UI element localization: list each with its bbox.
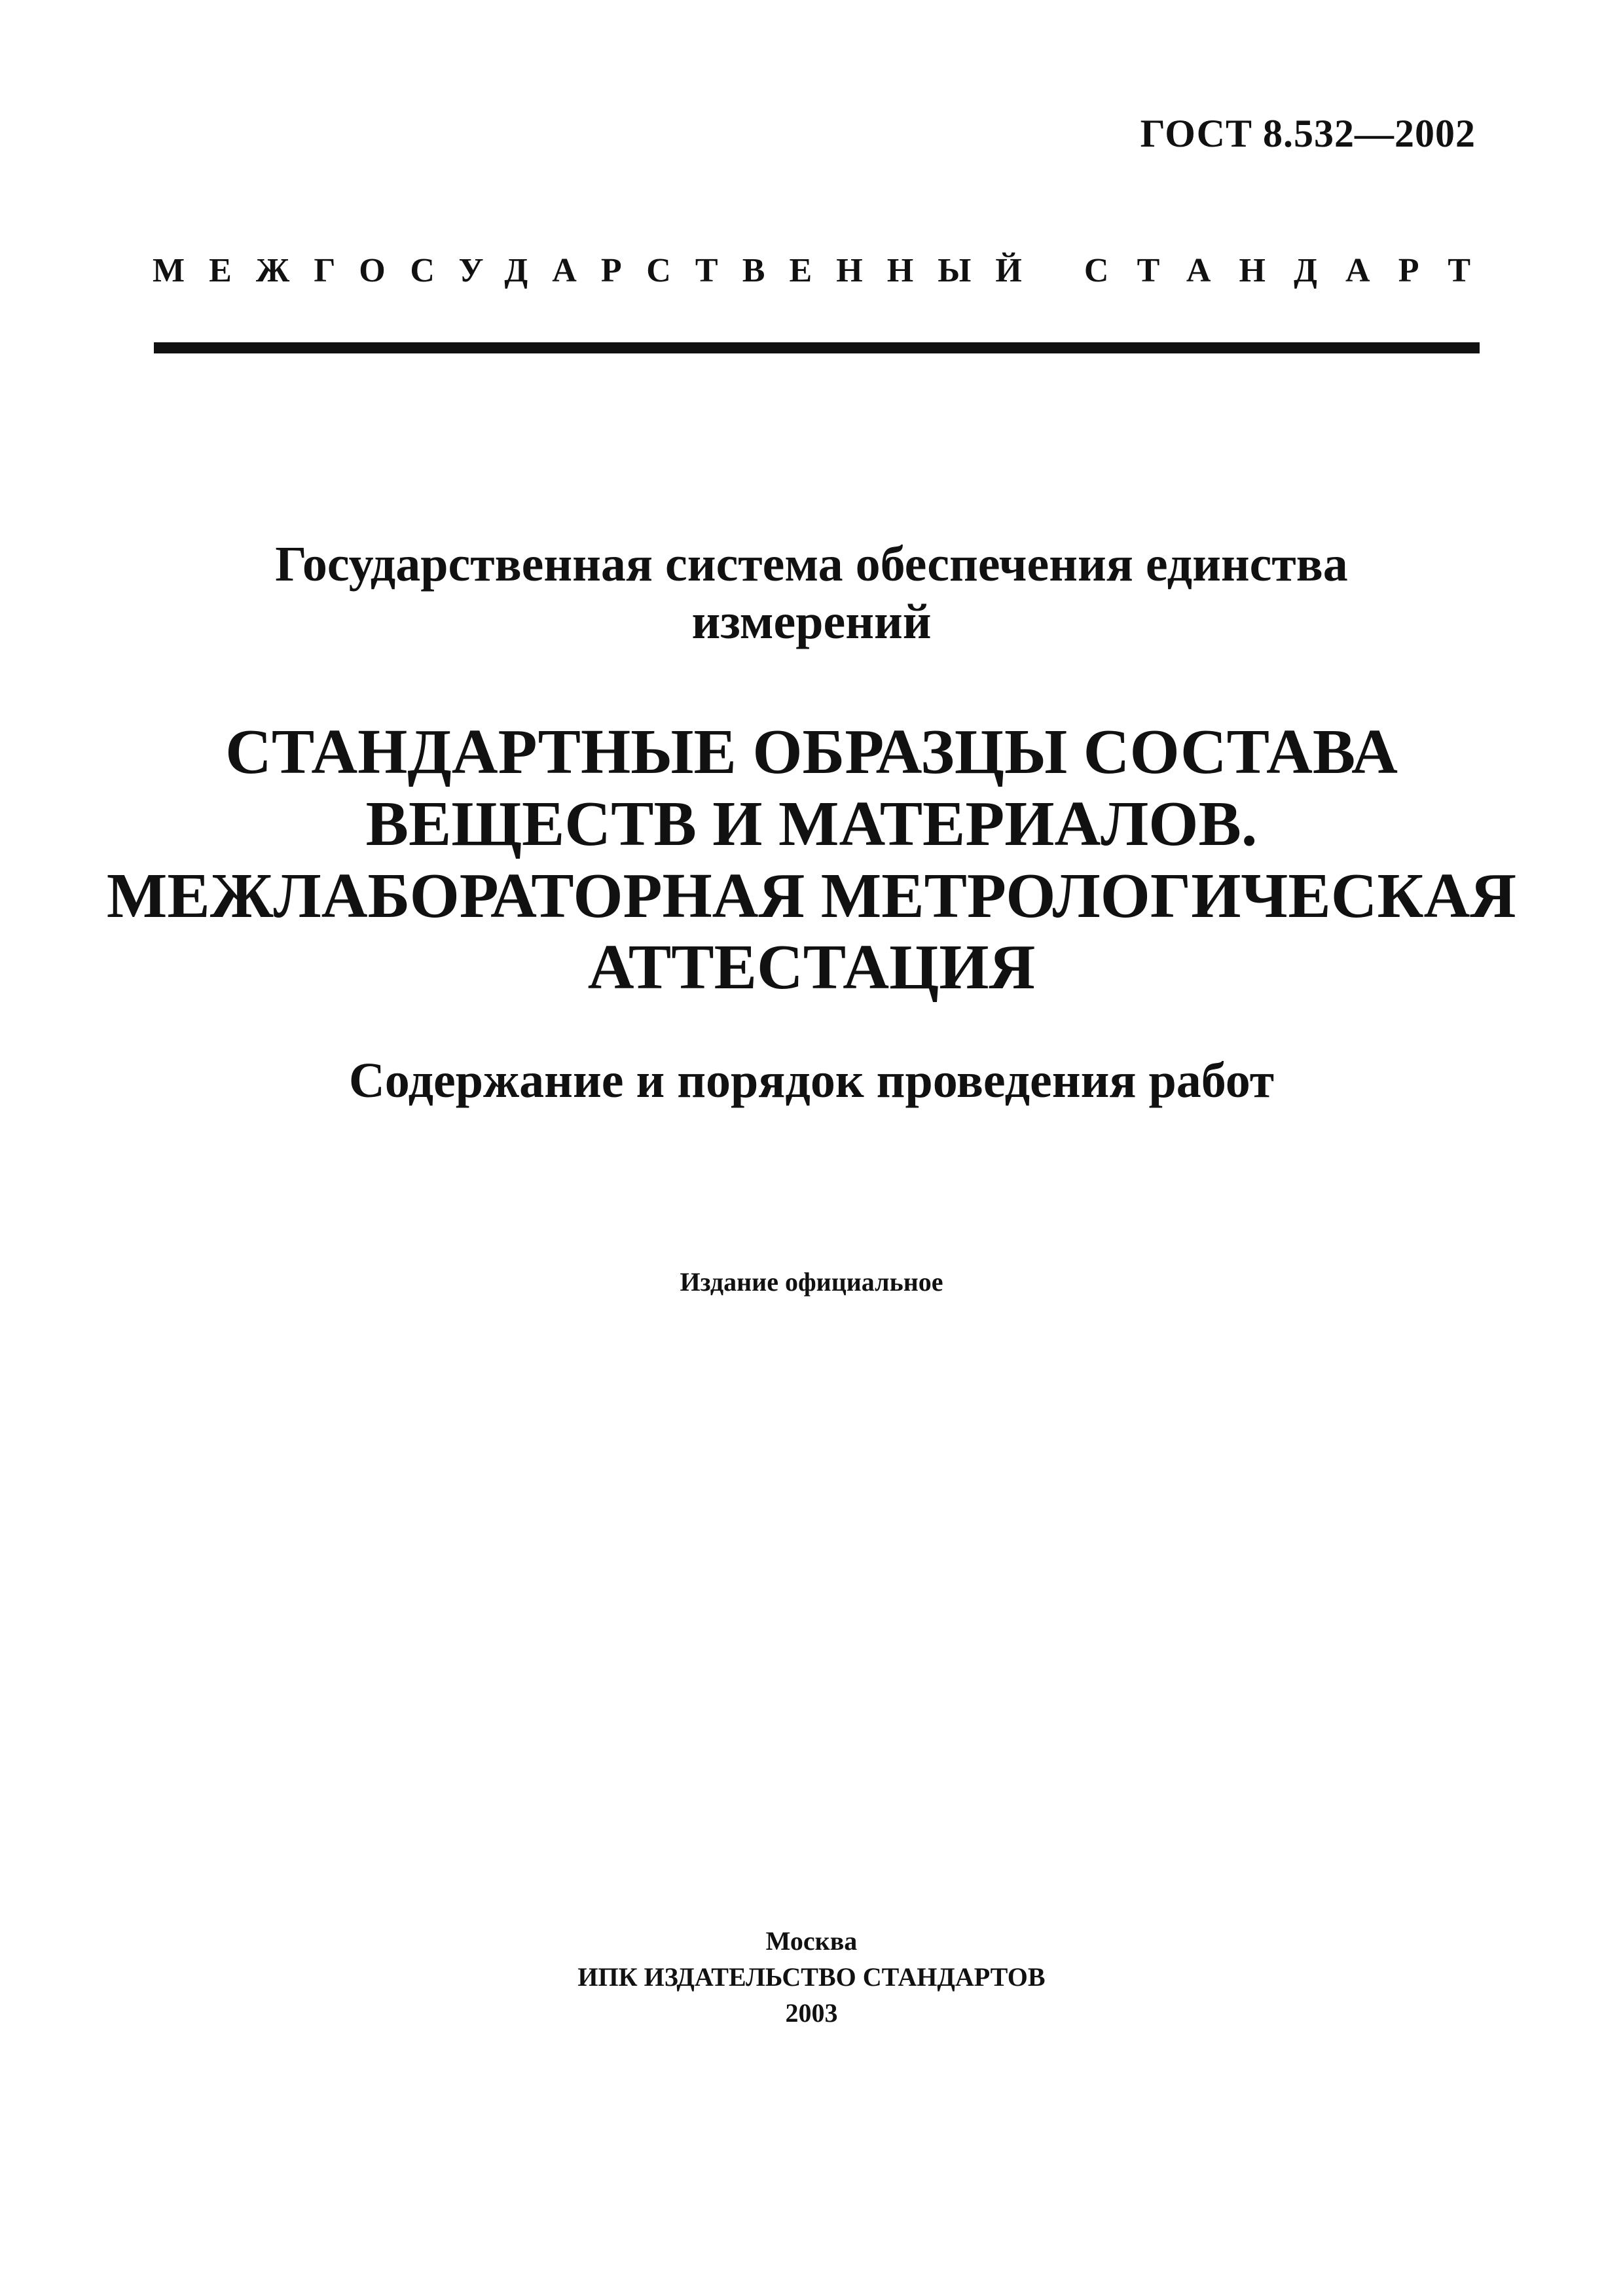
main-title-line-1: СТАНДАРТНЫЕ ОБРАЗЦЫ СОСТАВА — [225, 717, 1398, 787]
main-title-line-3: МЕЖЛАБОРАТОРНАЯ МЕТРОЛОГИЧЕСКАЯ — [106, 860, 1517, 931]
imprint-city: Москва — [765, 1926, 858, 1956]
imprint — [0, 1923, 1623, 2032]
main-title-line-4: АТТЕСТАЦИЯ — [587, 932, 1036, 1003]
main-title-line-2: ВЕЩЕСТВ И МАТЕРИАЛОВ. — [365, 788, 1258, 859]
edition-label: Издание официальное — [680, 1267, 943, 1297]
system-title-line-2: измерений — [691, 594, 932, 650]
system-title — [0, 535, 1623, 651]
subtitle: Содержание и порядок проведения работ — [348, 1053, 1275, 1108]
standard-type-word-1: МЕЖГОСУДАРСТВЕННЫЙ — [153, 252, 1046, 289]
imprint-publisher: ИПК ИЗДАТЕЛЬСТВО СТАНДАРТОВ — [577, 1962, 1046, 1992]
standard-type-heading — [153, 251, 1499, 290]
standard-type-word-2: СТАНДАРТ — [1084, 252, 1499, 289]
system-title-line-1: Государственная система обеспечения единства — [275, 537, 1348, 592]
imprint-year: 2003 — [785, 1998, 838, 2028]
gost-code: ГОСТ 8.532—2002 — [1140, 112, 1476, 155]
main-title — [0, 717, 1623, 1004]
header-divider — [154, 342, 1480, 353]
